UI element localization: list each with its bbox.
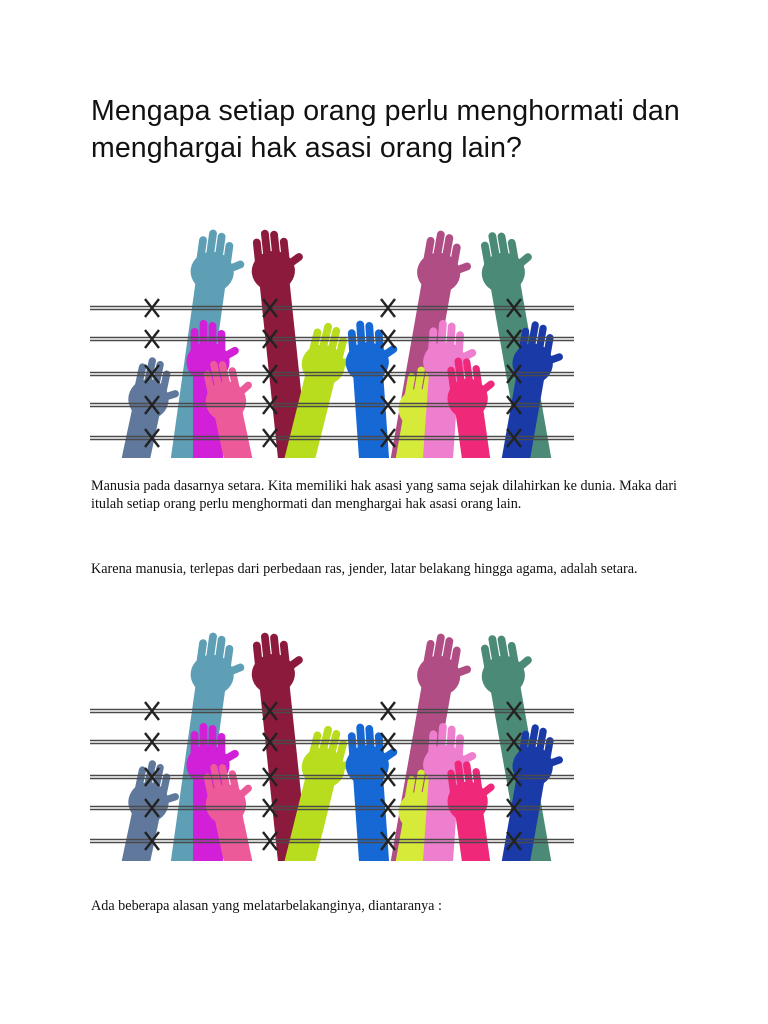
illustration-canvas <box>88 625 578 861</box>
hands-barbed-wire-illustration <box>88 222 578 458</box>
barb-knot <box>145 733 159 751</box>
illustration-canvas <box>88 222 578 458</box>
barb-knot <box>145 330 159 348</box>
barb-knot <box>263 832 277 850</box>
paragraph-reasons-intro: Ada beberapa alasan yang melatarbelakanginya, diantaranya : <box>91 898 442 914</box>
page-title: Mengapa setiap orang perlu menghormati dan menghargai hak asasi orang lain? <box>91 95 680 164</box>
hands-barbed-wire-illustration <box>88 625 578 861</box>
barb-knot <box>381 299 395 317</box>
barb-knot <box>381 330 395 348</box>
paragraph-equality: Manusia pada dasarnya setara. Kita memiliki hak asasi yang sama sejak dilahirkan ke dunia. Maka dari itulah setiap orang perlu menghormati dan menghargai hak asasi orang lain. <box>91 478 677 512</box>
barb-knot <box>145 702 159 720</box>
barb-knot <box>145 299 159 317</box>
barb-knot <box>381 702 395 720</box>
barb-knot <box>263 429 277 447</box>
paragraph-differences: Karena manusia, terlepas dari perbedaan ras, jender, latar belakang hingga agama, adalah setara. <box>91 561 638 577</box>
barb-knot <box>381 733 395 751</box>
